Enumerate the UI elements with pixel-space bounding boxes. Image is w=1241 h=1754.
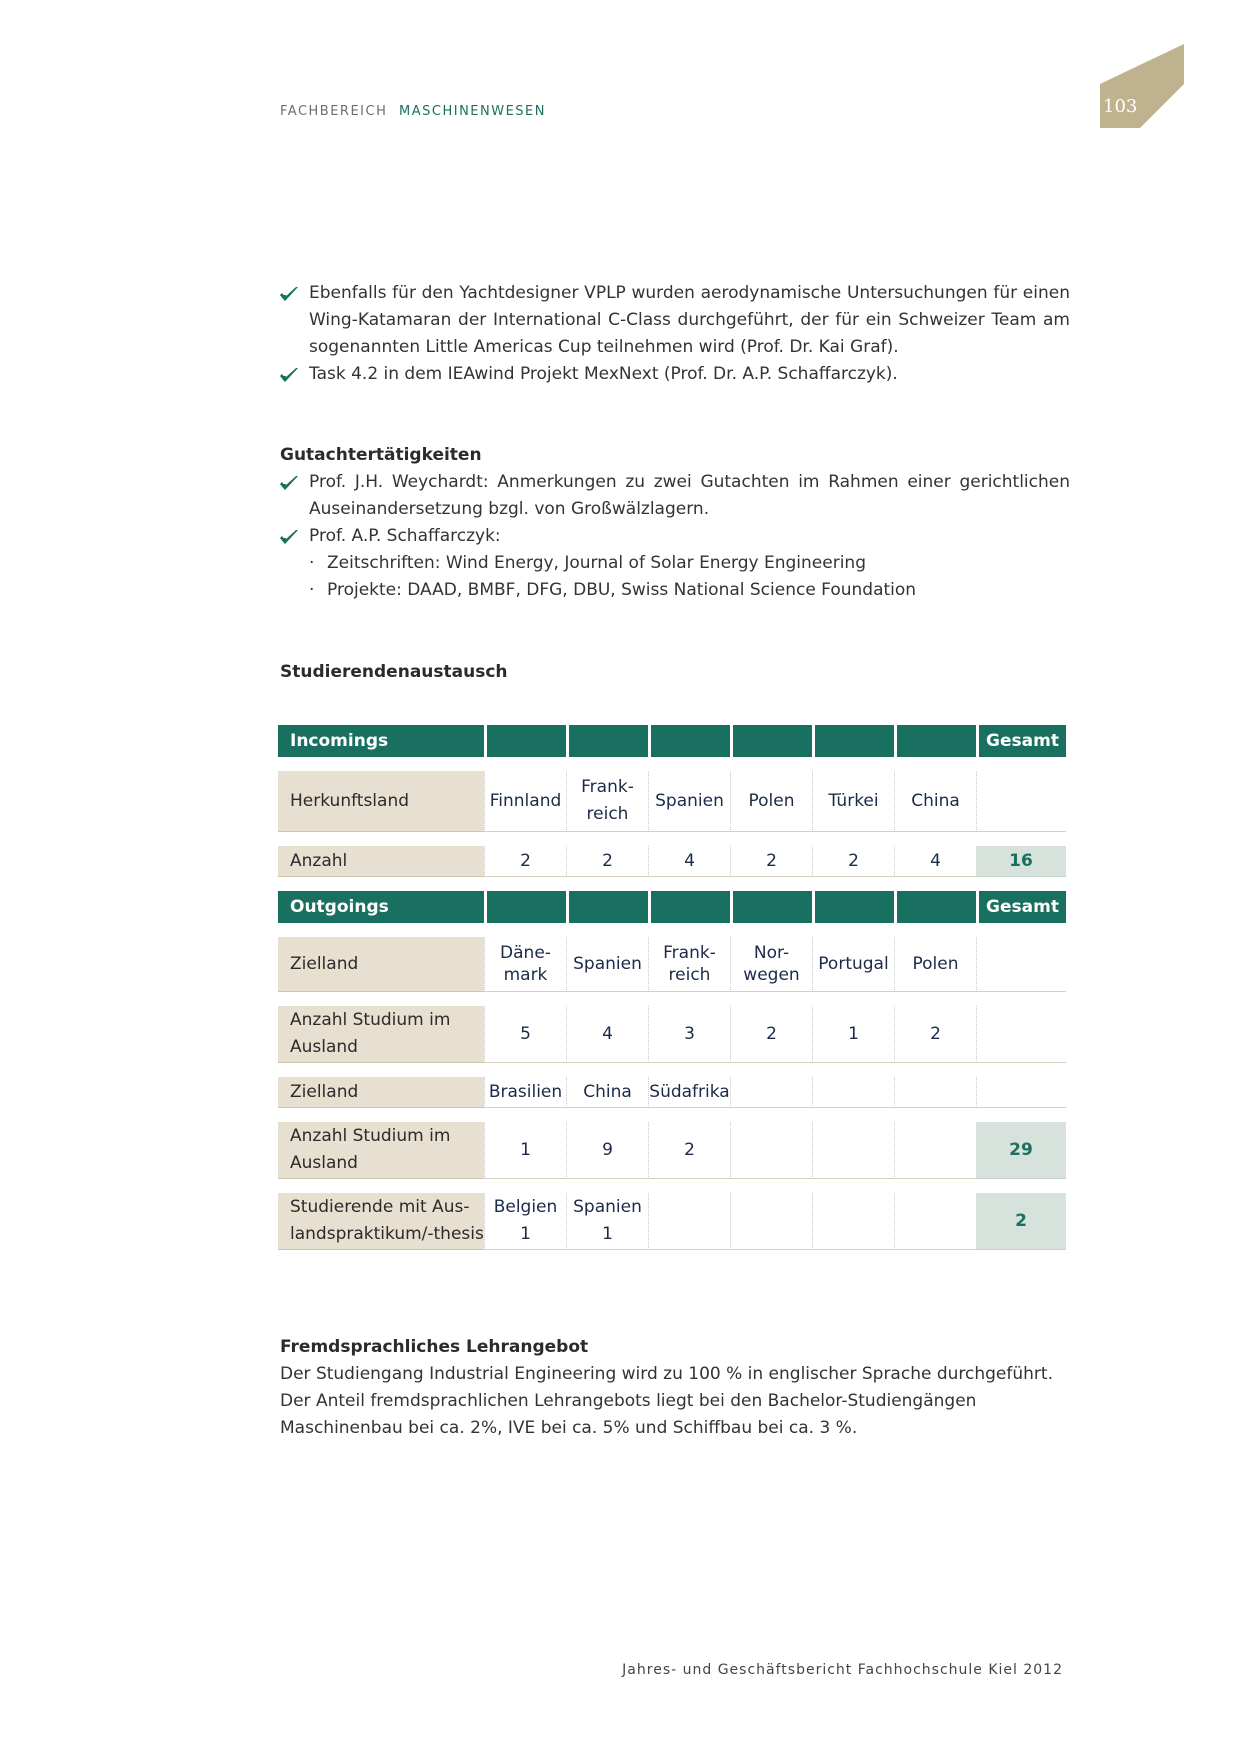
row-label: Studierende mit Aus- landspraktikum/-thesis <box>278 1193 484 1250</box>
table-row <box>278 1077 1066 1108</box>
research-bullets <box>280 280 1070 388</box>
table-row <box>278 771 1066 832</box>
checkmark-icon <box>280 287 298 301</box>
bullet-text: Ebenfalls für den Yachtdesigner VPLP wurden aerodynamische Untersuchungen für einen Wing-Katamaran der International C-Class durchgeführt, der für ein Schweizer Team am sogenannten Little Americas Cup teilnehmen wird (Prof. Dr. Kai Graf). <box>309 283 1070 357</box>
checkmark-icon <box>280 530 298 544</box>
table-cell: Frank- reich <box>648 937 730 992</box>
row-label: Zielland <box>278 1077 484 1108</box>
gutachter-section <box>280 442 1070 604</box>
list-item <box>280 361 1070 388</box>
table-row <box>278 1006 1066 1063</box>
running-header <box>280 104 546 119</box>
section-title: Fremdsprachliches Lehrangebot <box>280 1337 589 1357</box>
outgoings-header-row <box>278 891 1066 923</box>
table-cell: Türkei <box>812 771 894 832</box>
header-department-label: FACHBEREICH <box>280 104 388 119</box>
checkmark-icon <box>280 368 298 382</box>
table-cell: 4 <box>648 846 730 877</box>
page-number: 103 <box>1103 96 1138 117</box>
row-label: Herkunftsland <box>278 771 484 832</box>
paragraph: Der Studiengang Industrial Engineering wird zu 100 % in englischer Sprache durchgeführt. <box>280 1364 1053 1384</box>
list-item <box>280 280 1070 361</box>
table-cell: Portugal <box>812 937 894 992</box>
table-cell: Polen <box>730 771 812 832</box>
table-cell: 4 <box>566 1006 648 1063</box>
total-cell: 16 <box>976 846 1066 877</box>
total-cell: 2 <box>976 1193 1066 1250</box>
table-cell: Belgien 1 <box>484 1193 566 1250</box>
table-row <box>278 1193 1066 1250</box>
table-cell: 2 <box>730 1006 812 1063</box>
table-cell: 4 <box>894 846 976 877</box>
header-department-name: MASCHINENWESEN <box>399 104 546 119</box>
table-cell: 2 <box>730 846 812 877</box>
table-row <box>278 1122 1066 1179</box>
gesamt-header: Gesamt <box>976 725 1066 757</box>
table-cell: Südafrika <box>648 1077 730 1108</box>
sub-list-item: · Projekte: DAAD, BMBF, DFG, DBU, Swiss National Science Foundation <box>309 580 917 600</box>
gesamt-header: Gesamt <box>976 891 1066 923</box>
table-cell: 1 <box>812 1006 894 1063</box>
fremdsprache-section <box>280 1334 1070 1442</box>
table-cell: 2 <box>812 846 894 877</box>
row-label: Anzahl Studium im Ausland <box>278 1006 484 1063</box>
row-label: Anzahl Studium im Ausland <box>278 1122 484 1179</box>
outgoings-header: Outgoings <box>278 891 484 923</box>
checkmark-icon <box>280 476 298 490</box>
row-label: Zielland <box>278 937 484 992</box>
section-title: Gutachtertätigkeiten <box>280 445 482 465</box>
table-cell: Polen <box>894 937 976 992</box>
bullet-text: Task 4.2 in dem IEAwind Projekt MexNext (Prof. Dr. A.P. Schaffarczyk). <box>309 364 898 384</box>
incomings-header: Incomings <box>278 725 484 757</box>
table-cell: Brasilien <box>484 1077 566 1108</box>
table-row <box>278 937 1066 992</box>
table-cell: Spanien 1 <box>566 1193 648 1250</box>
bullet-text: Prof. J.H. Weychardt: Anmerkungen zu zwei Gutachten im Rahmen einer gerichtlichen Auseinandersetzung bzgl. von Großwälzlagern. <box>309 472 1070 519</box>
table-cell: China <box>894 771 976 832</box>
row-label: Anzahl <box>278 846 484 877</box>
table-cell: Nor- wegen <box>730 937 812 992</box>
incomings-header-row <box>278 725 1066 757</box>
section-title: Studierendenaustausch <box>280 662 508 682</box>
table-cell: Finnland <box>484 771 566 832</box>
table-cell: 9 <box>566 1122 648 1179</box>
list-item <box>280 469 1070 523</box>
austausch-section <box>280 659 1070 686</box>
sub-list-item: · Zeitschriften: Wind Energy, Journal of Solar Energy Engineering <box>309 553 866 573</box>
list-item <box>280 523 1070 550</box>
table-row <box>278 846 1066 877</box>
table-cell: China <box>566 1077 648 1108</box>
table-cell: 2 <box>566 846 648 877</box>
footer-text: Jahres- und Geschäftsbericht Fachhochschule Kiel 2012 <box>622 1662 1063 1678</box>
table-cell: Spanien <box>566 937 648 992</box>
exchange-table <box>278 711 1066 1264</box>
table-cell: Frank- reich <box>566 771 648 832</box>
bullet-text: Prof. A.P. Schaffarczyk: <box>309 526 501 546</box>
table-cell: 2 <box>648 1122 730 1179</box>
paragraph: Der Anteil fremdsprachlichen Lehrangebots liegt bei den Bachelor-Studiengängen Maschinenbau bei ca. 2%, IVE bei ca. 5% und Schiffbau bei ca. 3 %. <box>280 1391 977 1438</box>
table-cell: 2 <box>484 846 566 877</box>
table-cell: Spanien <box>648 771 730 832</box>
table-cell: 3 <box>648 1006 730 1063</box>
total-cell: 29 <box>976 1122 1066 1179</box>
table-cell: 1 <box>484 1122 566 1179</box>
table-cell: 5 <box>484 1006 566 1063</box>
table-cell: 2 <box>894 1006 976 1063</box>
table-cell: Däne- mark <box>484 937 566 992</box>
